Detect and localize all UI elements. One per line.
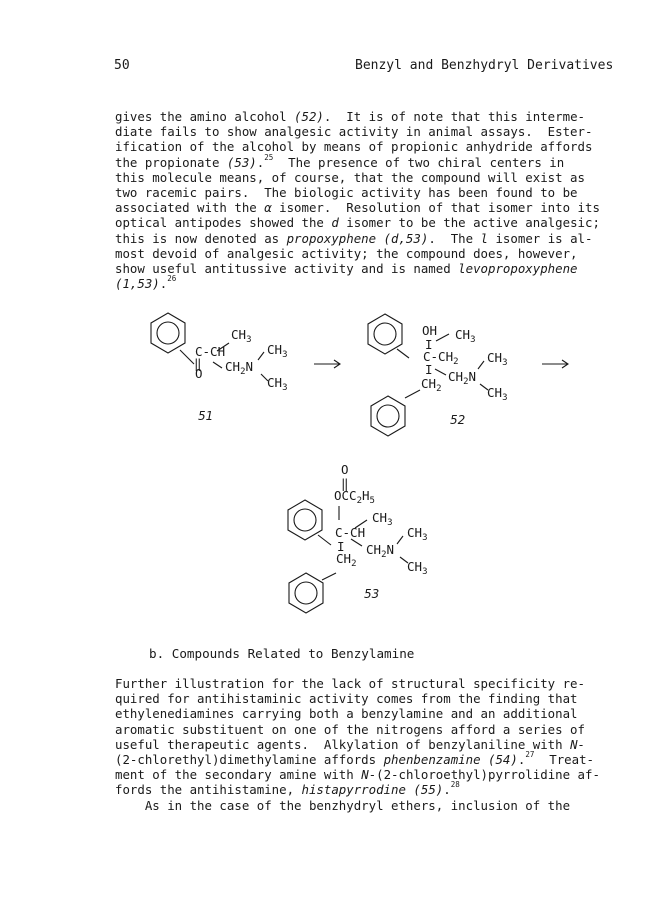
compound-label-52: 52 bbox=[450, 413, 466, 427]
ch3-group-text: $CH_3$ bbox=[267, 342, 288, 360]
hydroxyl-text: OH bbox=[422, 323, 438, 338]
reference-26: 26 bbox=[167, 274, 177, 284]
ch2n-group-text: $CH_2N$ bbox=[448, 369, 477, 387]
reference-27: 27 bbox=[525, 750, 535, 760]
reference-25: 25 bbox=[264, 152, 274, 162]
text-line: most devoid of analgesic activity; the compound does, however, bbox=[115, 245, 578, 261]
compound-53 bbox=[288, 462, 427, 613]
compound-label-53: 53 bbox=[364, 587, 380, 601]
running-title: Benzyl and Benzhydryl Derivatives bbox=[355, 58, 614, 73]
ch2-group-text: $CH_2$ bbox=[421, 376, 442, 394]
text-line: show useful antitussive activity and is named levopropoxyphene bbox=[115, 261, 578, 277]
ch3-group-text: $CH_3$ bbox=[487, 385, 508, 403]
text-line: ification of the alcohol by means of propionic anhydride affords bbox=[115, 139, 593, 155]
text-line: (2-chlorethyl)dimethylamine affords phenbenzamine (54).$^{27}$ Treat- bbox=[115, 750, 595, 768]
ch2n-group-text: $CH_2N$ bbox=[225, 359, 254, 377]
oxygen-text: O bbox=[341, 462, 349, 477]
paragraph-2 bbox=[115, 676, 615, 813]
text-line: associated with the α isomer. Resolution of that isomer into its bbox=[115, 200, 600, 216]
section-heading: b. Compounds Related to Benzylamine bbox=[149, 646, 415, 661]
oxygen-text: O bbox=[195, 366, 203, 381]
ch3-group-text: $CH_3$ bbox=[407, 559, 428, 577]
text-line: two racemic pairs. The biologic activity has been found to be bbox=[115, 185, 578, 201]
text-line: diate fails to show analgesic activity in animal assays. Ester- bbox=[115, 124, 593, 140]
text-line: (1,53).$^{26}$ bbox=[115, 274, 177, 292]
benzene-ring-icon bbox=[371, 396, 405, 436]
ch2-group-text: $CH_2$ bbox=[336, 551, 357, 569]
ch3-group-text: $CH_3$ bbox=[267, 375, 288, 393]
benzene-ring-icon bbox=[289, 573, 323, 613]
text-line: aromatic substituent on one of the nitrogens afford a series of bbox=[115, 721, 585, 737]
c-ch-text: C-CH bbox=[335, 525, 366, 540]
compound-label-51: 51 bbox=[198, 409, 214, 423]
text-line: quired for antihistaminic activity comes from the finding that bbox=[115, 691, 578, 707]
double-bond-text: ‖ bbox=[341, 476, 349, 491]
text-line: optical antipodes showed the d isomer to be the active analgesic; bbox=[115, 215, 600, 231]
compound-52 bbox=[368, 314, 507, 436]
c-ch-text: C-CH bbox=[195, 344, 226, 359]
ch3-group-text: $CH_3$ bbox=[407, 525, 428, 543]
ch3-group-text: $CH_3$ bbox=[372, 510, 393, 528]
c-ch2-text: $C-CH_2$ bbox=[423, 349, 459, 367]
ester-group-text: $OCC_2H_5$ bbox=[334, 488, 375, 506]
benzene-ring-icon bbox=[368, 314, 402, 354]
benzene-ring-icon bbox=[151, 313, 185, 353]
bond-bar-text: I bbox=[425, 362, 433, 377]
text-line: ment of the secondary amine with N-(2-chloroethyl)pyrrolidine af- bbox=[115, 767, 600, 783]
text-line: useful therapeutic agents. Alkylation of benzylaniline with N- bbox=[115, 736, 585, 752]
text-line: Further illustration for the lack of structural specificity re- bbox=[115, 676, 585, 691]
ch3-group-text: $CH_3$ bbox=[231, 327, 252, 345]
text-line: fords the antihistamine, histapyrrodine (55).$^{28}$ bbox=[115, 780, 460, 798]
text-line: this molecule means, of course, that the compound will exist as bbox=[115, 169, 585, 185]
text-line: the propionate (53).$^{25}$ The presence of two chiral centers in bbox=[115, 152, 565, 170]
benzene-ring-icon bbox=[288, 500, 322, 540]
bond-bar-text: I bbox=[337, 539, 345, 554]
text-line: gives the amino alcohol (52). It is of note that this interme- bbox=[115, 109, 585, 124]
paragraph-1 bbox=[115, 109, 615, 291]
ch2n-group-text: $CH_2N$ bbox=[366, 542, 395, 560]
reference-28: 28 bbox=[450, 780, 460, 790]
text-line: As in the case of the benzhydryl ethers, inclusion of the bbox=[115, 797, 571, 813]
text-line: ethylenediamines carrying both a benzylamine and an additional bbox=[115, 706, 578, 722]
text-line: this is now denoted as propoxyphene (d,53). The l isomer is al- bbox=[115, 230, 593, 246]
double-bond-text: ‖ bbox=[194, 356, 202, 371]
compound-51 bbox=[151, 313, 287, 423]
ch3-group-text: $CH_3$ bbox=[487, 350, 508, 368]
page-number: 50 bbox=[114, 58, 130, 73]
bond-bar-text: I bbox=[425, 337, 433, 352]
ch3-group-text: $CH_3$ bbox=[455, 327, 476, 345]
